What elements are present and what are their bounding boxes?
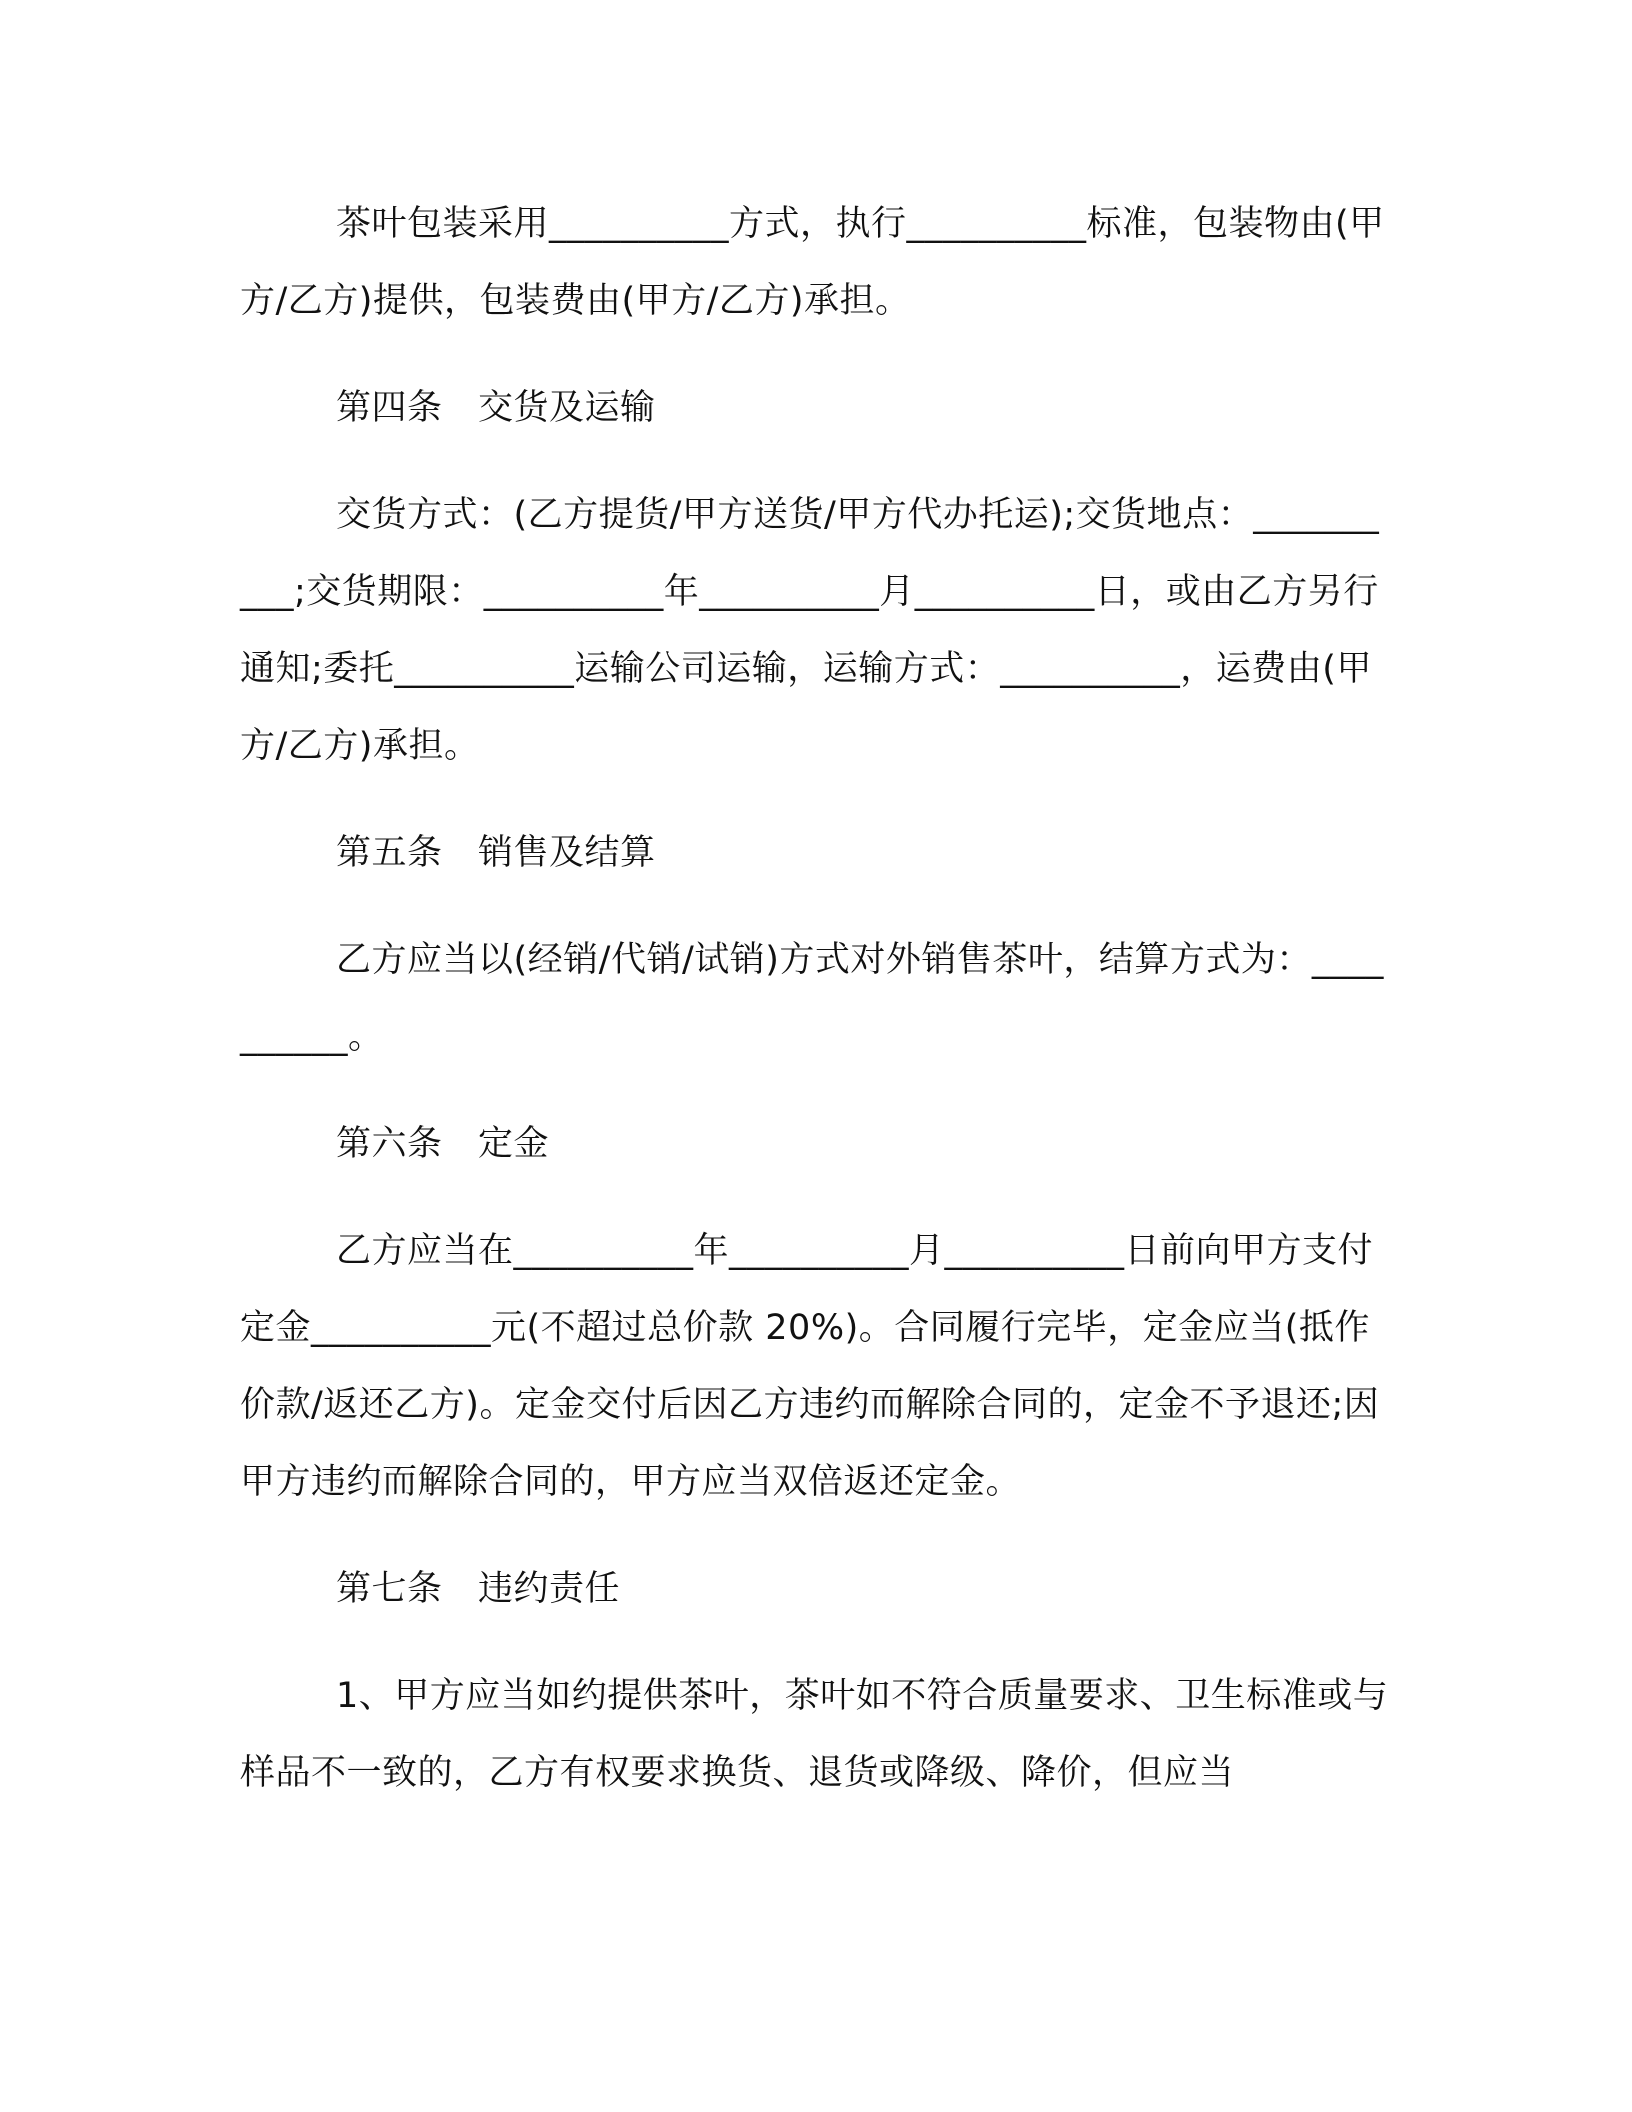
article-5-body: 乙方应当以(经销/代销/试销)方式对外销售茶叶，结算方式为：__________。 bbox=[240, 940, 1384, 1057]
article-5-heading: 第五条 销售及结算 bbox=[336, 833, 656, 873]
article-6-heading: 第六条 定金 bbox=[336, 1124, 550, 1164]
paragraph-packaging: 茶叶包装采用__________方式，执行__________标准，包装物由(甲方/乙方)提供，包装费由(甲方/乙方)承担。 bbox=[240, 204, 1385, 321]
article-4-body: 交货方式：(乙方提货/甲方送货/甲方代办托运);交货地点：__________;交货期限：__________年__________月__________日，或由乙方另行通知;委托__________运输公司运输，运输方式：__________，运费由(甲方/乙方)承担。 bbox=[240, 495, 1380, 766]
document-body bbox=[240, 186, 1390, 1812]
article-7-heading: 第七条 违约责任 bbox=[336, 1569, 621, 1609]
article-7-item-1: 1、甲方应当如约提供茶叶，茶叶如不符合质量要求、卫生标准或与样品不一致的，乙方有权要求换货、退货或降级、降价，但应当 bbox=[240, 1676, 1389, 1793]
article-6-body: 乙方应当在__________年__________月__________日前向甲方支付定金__________元(不超过总价款 20%)。合同履行完毕，定金应当(抵作价款/返还乙方)。定金交付后因乙方违约而解除合同的，定金不予退还;因甲方违约而解除合同的，甲方应当双倍返还定金。 bbox=[240, 1231, 1380, 1502]
article-4-heading: 第四条 交货及运输 bbox=[336, 388, 656, 428]
